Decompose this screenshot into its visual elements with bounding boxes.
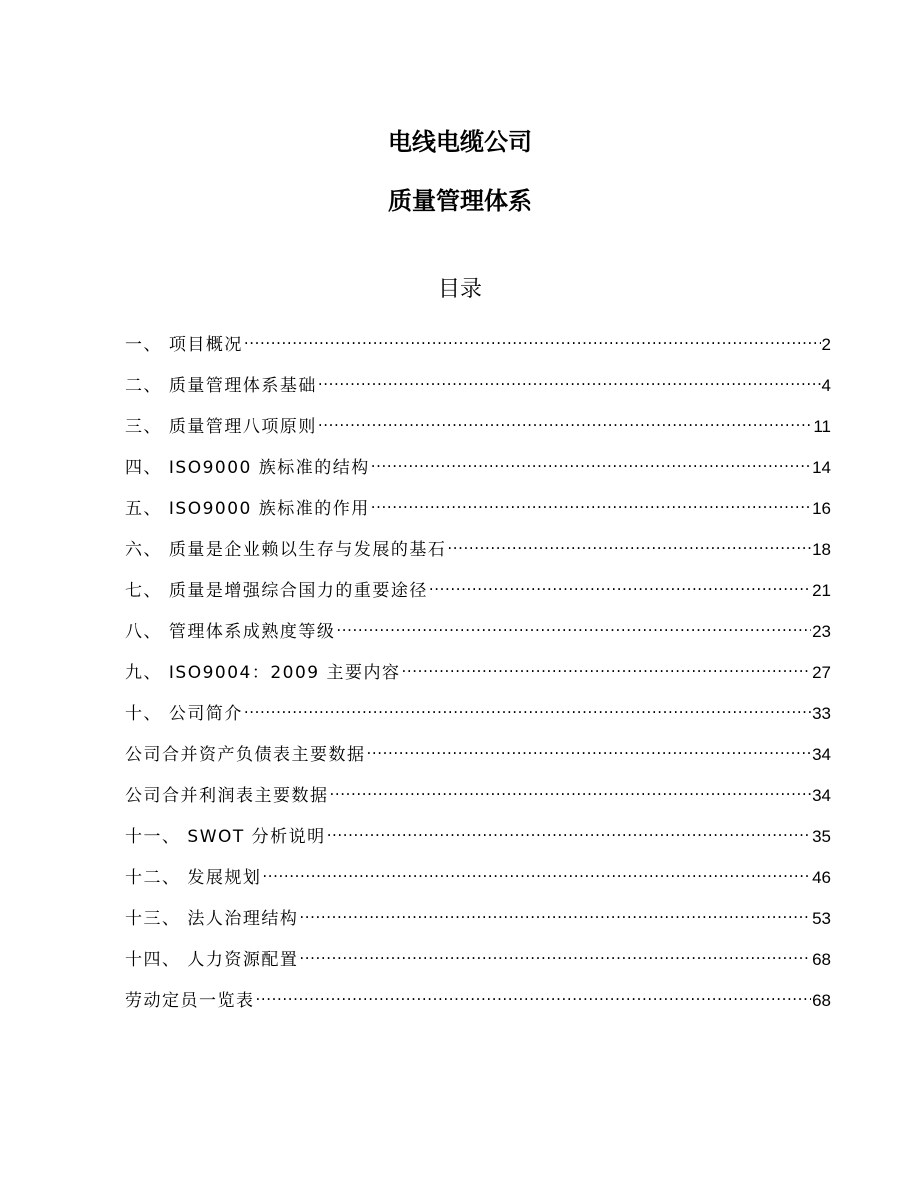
toc-page-number: 46 — [812, 868, 831, 887]
toc-page-number: 53 — [812, 909, 831, 928]
toc-entry[interactable] — [125, 486, 831, 527]
toc-entry[interactable] — [125, 855, 831, 896]
toc-entry-label: 二、 质量管理体系基础 — [125, 376, 317, 396]
toc-page-number: 2 — [821, 335, 831, 354]
toc-entry-label: 三、 质量管理八项原则 — [125, 417, 317, 437]
toc-entry[interactable] — [125, 445, 831, 486]
toc-page-number: 33 — [812, 704, 831, 723]
toc-entry[interactable] — [125, 322, 831, 363]
document-title-line1: 电线电缆公司 — [388, 128, 532, 156]
toc-entry-label: 十二、 发展规划 — [125, 868, 262, 888]
toc-dot-leader — [402, 650, 812, 678]
toc-entry[interactable] — [125, 568, 831, 609]
toc-dot-leader — [244, 322, 821, 350]
toc-entry-label: 一、 项目概况 — [125, 335, 243, 355]
toc-dot-leader — [367, 732, 812, 760]
toc-page-number: 18 — [812, 540, 831, 559]
toc-dot-leader — [336, 609, 811, 637]
toc-page-number: 11 — [813, 417, 831, 436]
toc-dot-leader — [447, 527, 811, 555]
toc-entry-label: 十四、 人力资源配置 — [125, 950, 299, 970]
toc-entry-label: 八、 管理体系成熟度等级 — [125, 622, 336, 642]
toc-entry-label: 公司合并利润表主要数据 — [125, 786, 329, 806]
toc-entry[interactable] — [125, 527, 831, 568]
toc-heading: 目录 — [437, 277, 482, 302]
toc-dot-leader — [429, 568, 811, 596]
toc-entry[interactable] — [125, 937, 831, 978]
table-of-contents — [125, 322, 831, 1019]
toc-entry[interactable] — [125, 732, 831, 773]
toc-page-number: 14 — [812, 458, 831, 477]
toc-dot-leader — [299, 896, 811, 924]
toc-page-number: 34 — [812, 786, 831, 805]
toc-dot-leader — [244, 691, 811, 719]
toc-page-number: 35 — [812, 827, 831, 846]
toc-page-number: 21 — [812, 581, 831, 600]
toc-page-number: 23 — [812, 622, 831, 641]
toc-dot-leader — [371, 445, 811, 473]
toc-entry[interactable] — [125, 978, 831, 1019]
toc-entry[interactable] — [125, 814, 831, 855]
toc-page-number: 34 — [812, 745, 831, 764]
toc-entry[interactable] — [125, 773, 831, 814]
toc-entry-label: 四、 ISO9000 族标准的结构 — [125, 458, 370, 478]
toc-entry-label: 十三、 法人治理结构 — [125, 909, 299, 929]
toc-dot-leader — [371, 486, 811, 514]
toc-page-number: 68 — [812, 991, 831, 1010]
toc-entry-label: 十一、 SWOT 分析说明 — [125, 827, 326, 847]
toc-page-number: 4 — [821, 376, 831, 395]
toc-dot-leader — [327, 814, 811, 842]
toc-entry-label: 九、 ISO9004：2009 主要内容 — [125, 663, 401, 683]
toc-page-number: 16 — [812, 499, 831, 518]
toc-dot-leader — [318, 363, 821, 391]
toc-page-number: 27 — [812, 663, 831, 682]
toc-dot-leader — [256, 978, 812, 1006]
toc-dot-leader — [318, 404, 812, 432]
toc-dot-leader — [299, 937, 811, 965]
toc-page-number: 68 — [812, 950, 831, 969]
toc-entry[interactable] — [125, 609, 831, 650]
toc-entry[interactable] — [125, 896, 831, 937]
toc-entry-label: 六、 质量是企业赖以生存与发展的基石 — [125, 540, 447, 560]
toc-dot-leader — [330, 773, 812, 801]
toc-entry[interactable] — [125, 650, 831, 691]
toc-entry[interactable] — [125, 691, 831, 732]
toc-entry[interactable] — [125, 404, 831, 445]
toc-entry-label: 五、 ISO9000 族标准的作用 — [125, 499, 370, 519]
toc-entry-label: 十、 公司简介 — [125, 704, 243, 724]
toc-entry-label: 劳动定员一览表 — [125, 991, 255, 1011]
toc-entry-label: 公司合并资产负债表主要数据 — [125, 745, 366, 765]
toc-dot-leader — [262, 855, 811, 883]
toc-entry-label: 七、 质量是增强综合国力的重要途径 — [125, 581, 428, 601]
toc-entry[interactable] — [125, 363, 831, 404]
document-title-line2: 质量管理体系 — [388, 187, 532, 215]
